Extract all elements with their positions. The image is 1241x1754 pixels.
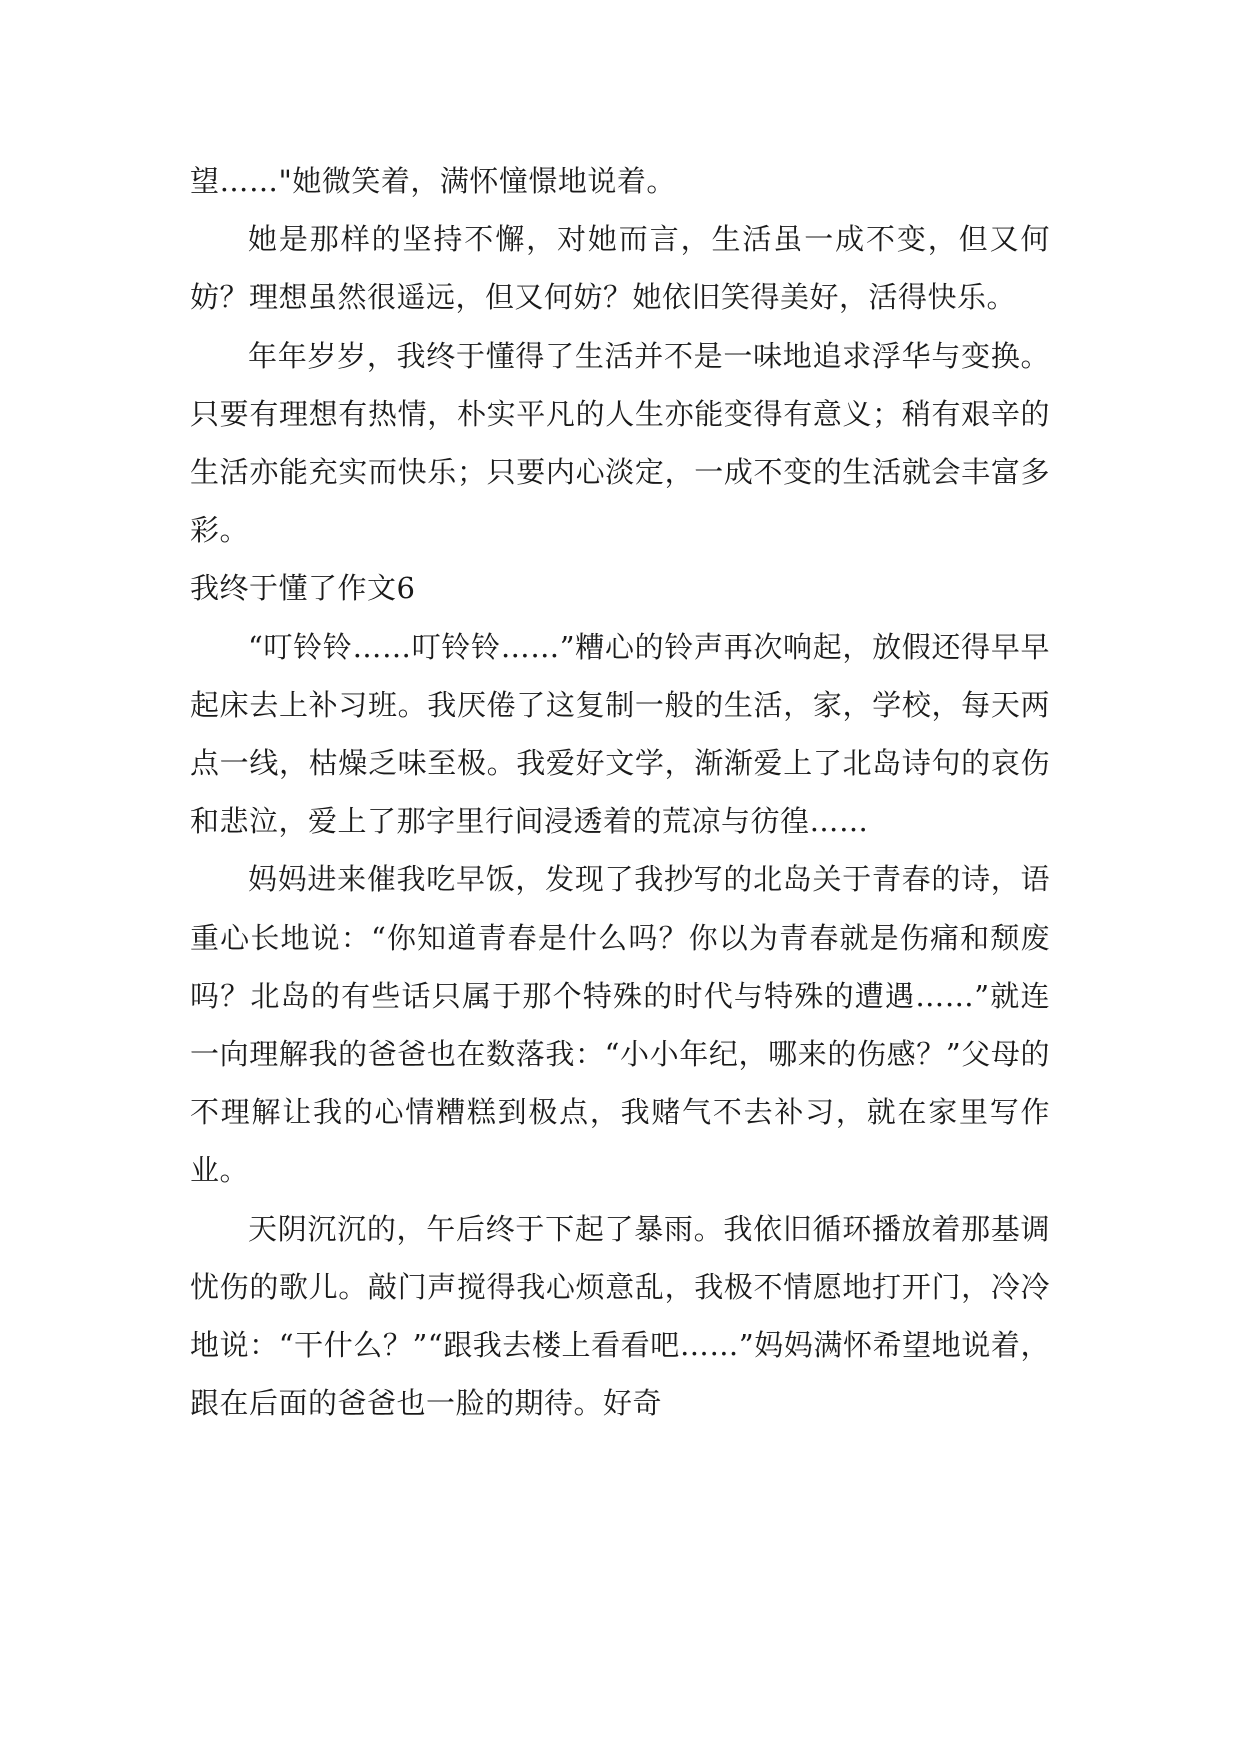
paragraph-4: “叮铃铃……叮铃铃……”糟心的铃声再次响起，放假还得早早起床去上补习班。我厌倦了这复制一般的生活，家，学校，每天两点一线，枯燥乏味至极。我爱好文学，渐渐爱上了北岛诗句的哀伤和悲泣，爱上了那字里行间浸透着的荒凉与彷徨…… bbox=[190, 629, 1050, 839]
paragraph-5: 妈妈进来催我吃早饭，发现了我抄写的北岛关于青春的诗，语重心长地说：“你知道青春是什么吗？你以为青春就是伤痛和颓废吗？北岛的有些话只属于那个特殊的时代与特殊的遭遇……”就连一向理解我的爸爸也在数落我：“小小年纪，哪来的伤感？”父母的不理解让我的心情糟糕到极点，我赌气不去补习，就在家里写作业。 bbox=[190, 862, 1050, 1188]
paragraph-2: 她是那样的坚持不懈，对她而言，生活虽一成不变，但又何妨？理想虽然很遥远，但又何妨？她依旧笑得美好，活得快乐。 bbox=[190, 222, 1050, 315]
paragraph-3: 年年岁岁，我终于懂得了生活并不是一味地追求浮华与变换。只要有理想有热情，朴实平凡的人生亦能变得有意义；稍有艰辛的生活亦能充实而快乐；只要内心淡定，一成不变的生活就会丰富多彩。 bbox=[190, 338, 1050, 548]
section-heading: 我终于懂了作文6 bbox=[190, 571, 416, 606]
document-body bbox=[190, 152, 1050, 1432]
paragraph-1: 望……"她微笑着，满怀憧憬地说着。 bbox=[190, 164, 676, 198]
paragraph-6: 天阴沉沉的，午后终于下起了暴雨。我依旧循环播放着那基调忧伤的歌儿。敲门声搅得我心烦意乱，我极不情愿地打开门，冷冷地说：“干什么？”“跟我去楼上看看吧……”妈妈满怀希望地说着，跟在后面的爸爸也一脸的期待。好奇 bbox=[190, 1211, 1050, 1421]
